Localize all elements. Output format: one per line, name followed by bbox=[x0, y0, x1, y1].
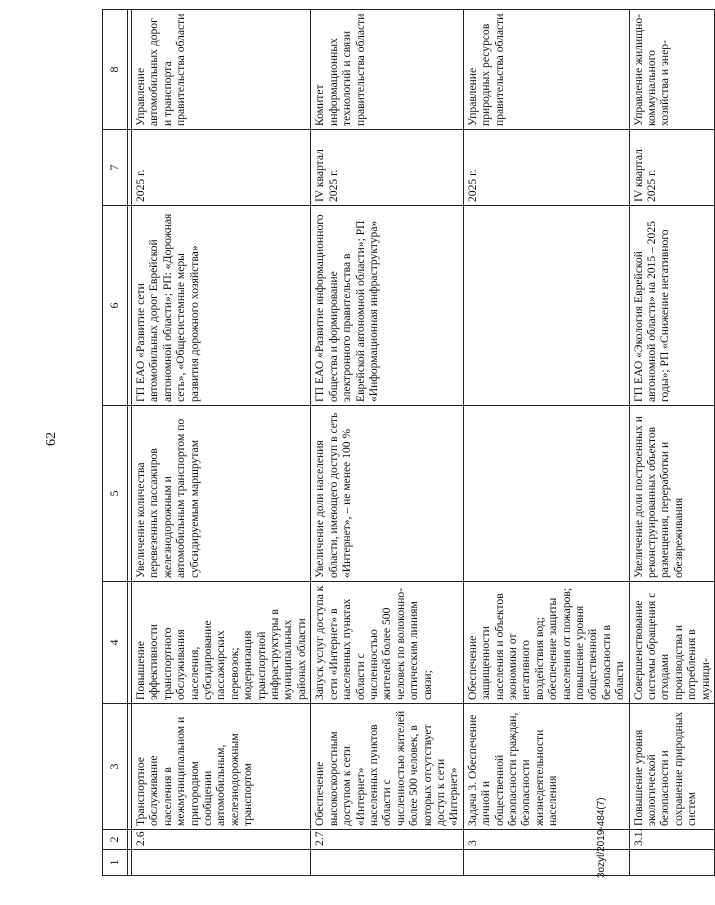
column-header: 8 bbox=[103, 10, 128, 130]
table-cell: Задача 3. Обеспечение личной и общественной безопасности граждан, безопасности жизнедеятельности населения bbox=[463, 704, 629, 830]
rotated-table-wrapper bbox=[102, 10, 712, 876]
table-cell: 2025 г. bbox=[463, 130, 629, 206]
table-row bbox=[311, 10, 463, 876]
column-header: 6 bbox=[103, 206, 128, 406]
column-number-row bbox=[103, 10, 128, 876]
column-header: 3 bbox=[103, 704, 128, 830]
table-cell: IV квартал 2025 г. bbox=[311, 130, 463, 206]
column-header: 5 bbox=[103, 406, 128, 582]
table-row bbox=[463, 10, 629, 876]
table-row bbox=[132, 10, 311, 876]
table-cell: Комитет информационных технологий и связи правительства области bbox=[311, 10, 463, 130]
table-cell: IV квартал 2025 г. bbox=[629, 130, 714, 206]
table-cell bbox=[132, 850, 311, 876]
table-cell: Повышение эффективности транспортного обслуживания населения, субсидирование пассажирских перевозок; модернизация транспортной инфраструктуры в муниципальных районах области bbox=[132, 582, 311, 704]
table-cell: Обеспечение высокоскоростным доступом к сети «Интернет» населенных пунктов области с численностью жителей более 500 человек, в которых отсутствует доступ к сети «Интернет» bbox=[311, 704, 463, 830]
table-cell: Запуск услуг доступа к сети «Интернет» в населенных пунктах области с численностью жителей более 500 человек по волоконно-оптическим линиям связи; bbox=[311, 582, 463, 704]
table-cell: 2.6 bbox=[132, 830, 311, 850]
table-cell: Управление жилищно-коммунального хозяйства и энер- bbox=[629, 10, 714, 130]
table-cell bbox=[463, 206, 629, 406]
table-cell: Управление природных ресурсов правительства области bbox=[463, 10, 629, 130]
document-code: 3оzyl/2019-484(7) bbox=[596, 797, 607, 878]
table-cell: Увеличение количества перевезенных пассажиров железнодорожным и автомобильным транспортом по субсидируемым маршрутам bbox=[132, 406, 311, 582]
table-cell bbox=[311, 850, 463, 876]
column-header: 4 bbox=[103, 582, 128, 704]
column-header: 1 bbox=[103, 850, 128, 876]
table-cell: 3 bbox=[463, 830, 629, 850]
table-cell: ГП ЕАО «Развитие информационного общества и формирование электронного правительства в Еврейской автономной области»; РП «Информационная инфраструктура» bbox=[311, 206, 463, 406]
table-cell: Управление автомобильных дорог и транспорта правительства области bbox=[132, 10, 311, 130]
table-cell: Увеличение доли населения области, имеющего доступ в сеть «Интернет», – не менее 100 % bbox=[311, 406, 463, 582]
table-cell: ГП ЕАО «Экология Еврейской автономной области» на 2015 – 2025 годы»; РП «Снижение негативного bbox=[629, 206, 714, 406]
column-header: 2 bbox=[103, 830, 128, 850]
measures-table bbox=[102, 9, 715, 876]
table-row bbox=[629, 10, 714, 876]
table-cell: 3.1. bbox=[629, 830, 714, 850]
column-header: 7 bbox=[103, 130, 128, 206]
page-number: 62 bbox=[44, 432, 59, 446]
table-cell bbox=[463, 406, 629, 582]
table-cell: Обеспечение защищенности населения и объектов экономики от негативного воздействия вод; обеспечение защиты населения от пожаров; повышение уровня общественной безопасности в области bbox=[463, 582, 629, 704]
table-cell bbox=[629, 850, 714, 876]
table-cell: Совершенствование системы обращения с отходами производства и потребления в муници- bbox=[629, 582, 714, 704]
table-cell: Повышение уровня экологической безопасности и сохранение природных систем bbox=[629, 704, 714, 830]
table-cell: Транспортное обслуживание населения в межмуниципальном и пригородном сообщении автомобильным, железнодорожным транспортом bbox=[132, 704, 311, 830]
table-cell: 2.7 bbox=[311, 830, 463, 850]
table-cell: Увеличение доли построенных и реконструированных объектов размещения, переработки и обезвреживания bbox=[629, 406, 714, 582]
table-cell: ГП ЕАО «Развитие сети автомобильных дорог Еврейской автономной области»; РП: «Дорожная сеть», «Общесистемные меры развития дорожного хозяйства» bbox=[132, 206, 311, 406]
table-cell: 2025 г. bbox=[132, 130, 311, 206]
